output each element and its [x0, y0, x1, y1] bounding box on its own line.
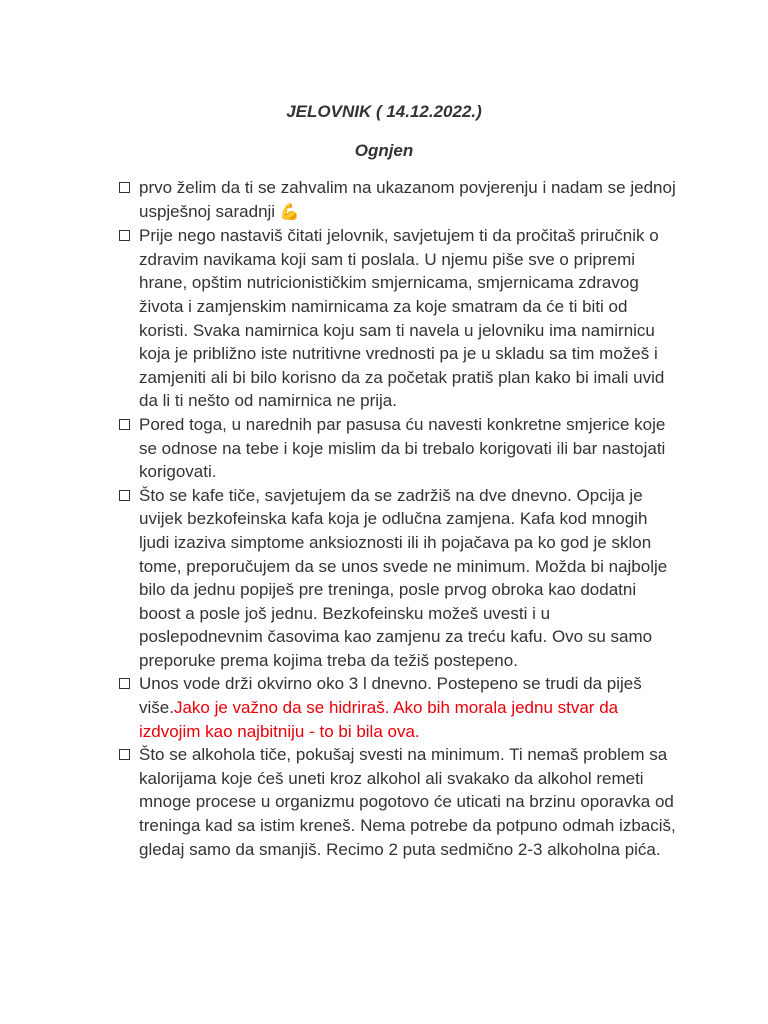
- checkbox-icon: [119, 230, 130, 241]
- list-item: [117, 484, 677, 673]
- checkbox-icon: [119, 678, 130, 689]
- item-text: Što se kafe tiče, savjetujem da se zadržiš na dve dnevno. Opcija je uvijek bezkofeinska kafa koja je odlučna zamjena. Kafa kod mnogih ljudi izaziva simptome anksioznosti ili ih pojačava pa ko god je sklon tome, preporučujem da se unos svede ne minimum. Možda bi najbolje bilo da jednu popiješ pre treninga, posle prvog obroka kao dodatni boost a posle još jednu. Bezkofeinsku možeš uvesti i u poslepodnevnim časovima kao zamjenu za treću kafu. Ovo su samo preporuke prema kojima treba da težiš postepeno.: [139, 485, 668, 670]
- item-text: Pored toga, u narednih par pasusa ću navesti konkretne smjerice koje se odnose na tebe i koje mislim da bi trebalo korigovati ili bar nastojati korigovati.: [139, 414, 666, 482]
- checkbox-icon: [119, 749, 130, 760]
- list-item: [117, 672, 677, 743]
- flexed-biceps-icon: 💪: [279, 203, 300, 221]
- item-text: Prije nego nastaviš čitati jelovnik, savjetujem ti da pročitaš priručnik o zdravim navikama koji sam ti poslala. U njemu piše sve o pripremi hrane, opštim nutricionističkim smjernicama, smjernicama zdravog života i zamjenskim namirnicama za koje smatram da će ti biti od koristi. Svaka namirnica koju sam ti navela u jelovniku ima namirnicu koja je približno iste nutritivne vrednosti pa je u skladu sa tim možeš i zamjeniti ali bi bilo korisno da za početak pratiš plan kako bi imali uvid da li ti nešto od namirnica ne prija.: [139, 226, 665, 411]
- list-item: [117, 176, 677, 224]
- item-text: Unos vode drži okvirno oko 3 l dnevno. Postepeno se trudi da piješ više.: [139, 674, 642, 718]
- checklist: [117, 176, 677, 861]
- checkbox-icon: [119, 182, 130, 193]
- checkbox-icon: [119, 490, 130, 501]
- list-item: [117, 413, 677, 484]
- checkbox-icon: [119, 419, 130, 430]
- document-subtitle: Ognjen: [354, 141, 414, 160]
- item-text: prvo želim da ti se zahvalim na ukazanom povjerenju i nadam se jednoj uspješnoj saradnji: [139, 178, 676, 221]
- item-text: Što se alkohola tiče, pokušaj svesti na minimum. Ti nemaš problem sa kalorijama koje ćeš uneti kroz alkohol ali svakako da alkohol remeti mnoge procese u organizmu pogotovo će uticati na brzinu oporavka od treninga kad sa istim kreneš. Nema potrebe da potpuno odmah izbaciš, gledaj samo da smanjiš. Recimo 2 puta sedmično 2-3 alkoholna pića.: [139, 745, 676, 859]
- list-item: [117, 224, 677, 413]
- list-item: [117, 743, 677, 861]
- highlighted-text: Jako je važno da se hidriraš. Ako bih morala jednu stvar da izdvojim kao najbitniju - to bi bila ova.: [139, 698, 619, 741]
- document-title: JELOVNIK ( 14.12.2022.): [286, 102, 482, 121]
